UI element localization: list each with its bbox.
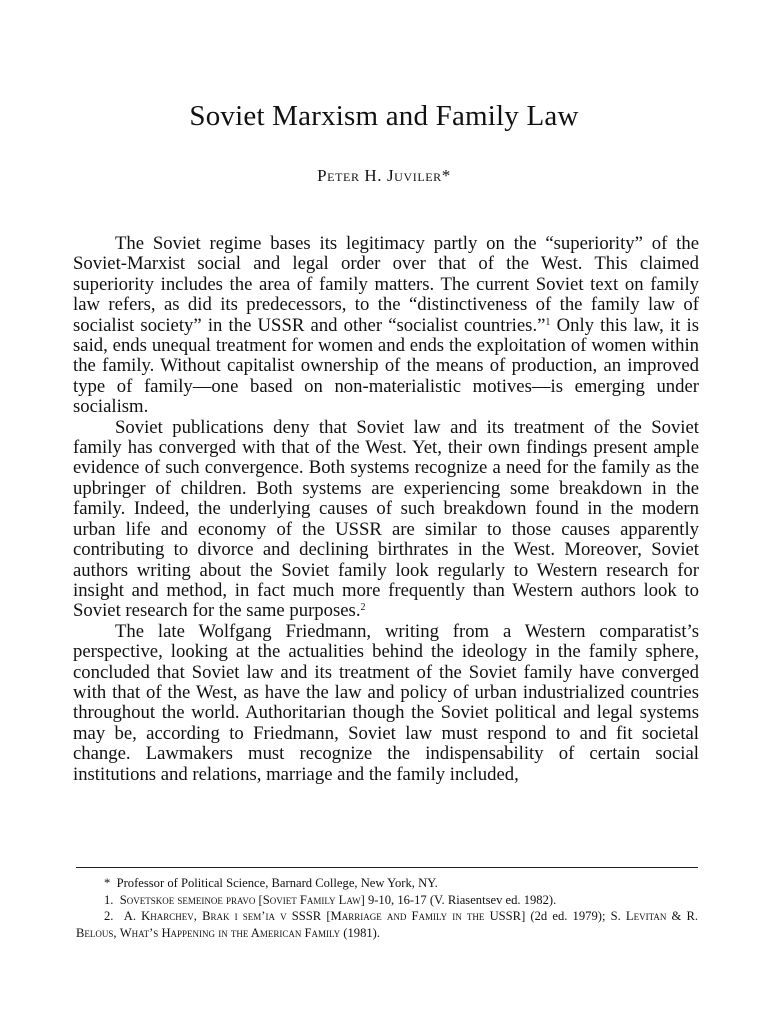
footnote-text: (1981). <box>340 925 381 940</box>
footnote-marker: 1. <box>104 892 114 907</box>
footnote-source-title: Sovetskoe semeinoe pravo [Soviet Family Law] <box>119 892 365 907</box>
footnote-ref: 1 <box>545 316 551 328</box>
footnote-author: A. Kharchev, <box>123 909 197 923</box>
article-body <box>73 234 699 785</box>
footnote-source-title: What’s Happening in the American Family <box>119 925 341 940</box>
body-paragraph <box>73 622 699 785</box>
footnote-2 <box>76 908 698 941</box>
footnote-ref: 2 <box>360 602 366 614</box>
article-title: Soviet Marxism and Family Law <box>189 100 579 132</box>
footnote-text: (2d ed. 1979); <box>525 909 611 923</box>
paragraph-text: The late Wolfgang Friedmann, writing from a Western comparatist’s perspective, looking at the actualities behind the ideology in the family sphere, concluded that Soviet law and its treatment of the Soviet family have converged with that of the West, as have the law and policy of urban industrialized countries throughout the world. Authoritarian though the Soviet political and legal systems may be, according to Friedmann, Soviet law must respond to and fit societal change. Lawmakers must recognize the indispensability of certain social institutions and relations, marriage and the family included, <box>73 620 699 785</box>
paragraph-text: The Soviet regime bases its legitimacy partly on the “superiority” of the Soviet-Marxist social and legal order over that of the West. This claimed superiority includes the area of family matters. The current Soviet text on family law refers, as did its predecessors, to the “distinctiveness of the family law of socialist society” in the USSR and other “socialist countries.” <box>73 233 699 336</box>
body-paragraph <box>73 418 699 622</box>
paragraph-text: Only this law, it is said, ends unequal treatment for women and ends the exploitation of women within the family. Without capitalist ownership of the means of production, an improved type of family—one based on non-materialistic motives—is emerging under socialism. <box>73 314 699 418</box>
footnote-text: 9-10, 16-17 (V. Riasentsev ed. 1982). <box>364 892 557 907</box>
footnote-text: Professor of Political Science, Barnard College, New York, NY. <box>116 876 438 890</box>
paragraph-text: Soviet publications deny that Soviet law and its treatment of the Soviet family has converged with that of the West. Yet, their own findings present ample evidence of such convergence. Both systems recognize a need for the family as the upbringer of children. Both systems are experiencing some breakdown in the family. Indeed, the underlying causes of such breakdown found in the modern urban life and economy of the USSR are similar to those causes apparently contributing to divorce and declining birthrates in the West. Moreover, Soviet authors writing about the Soviet family look regularly to Western research for insight and method, in fact much more frequently than Western authors look to Soviet research for the same purposes. <box>73 416 699 622</box>
footnotes <box>76 875 698 941</box>
body-paragraph <box>73 234 699 418</box>
footnote-marker: * <box>104 876 111 890</box>
footnote-source-title: Brak i sem’ia v SSSR [Marriage and Family in the USSR] <box>202 909 526 923</box>
footnote-marker: 2. <box>104 909 114 923</box>
footnote-author: S. Levitan & R. Belous, <box>76 909 699 940</box>
footnote-1 <box>76 892 698 909</box>
footnote-author-affiliation <box>76 875 698 892</box>
article-author: Peter H. Juviler* <box>317 166 451 185</box>
footnote-divider <box>76 867 698 868</box>
